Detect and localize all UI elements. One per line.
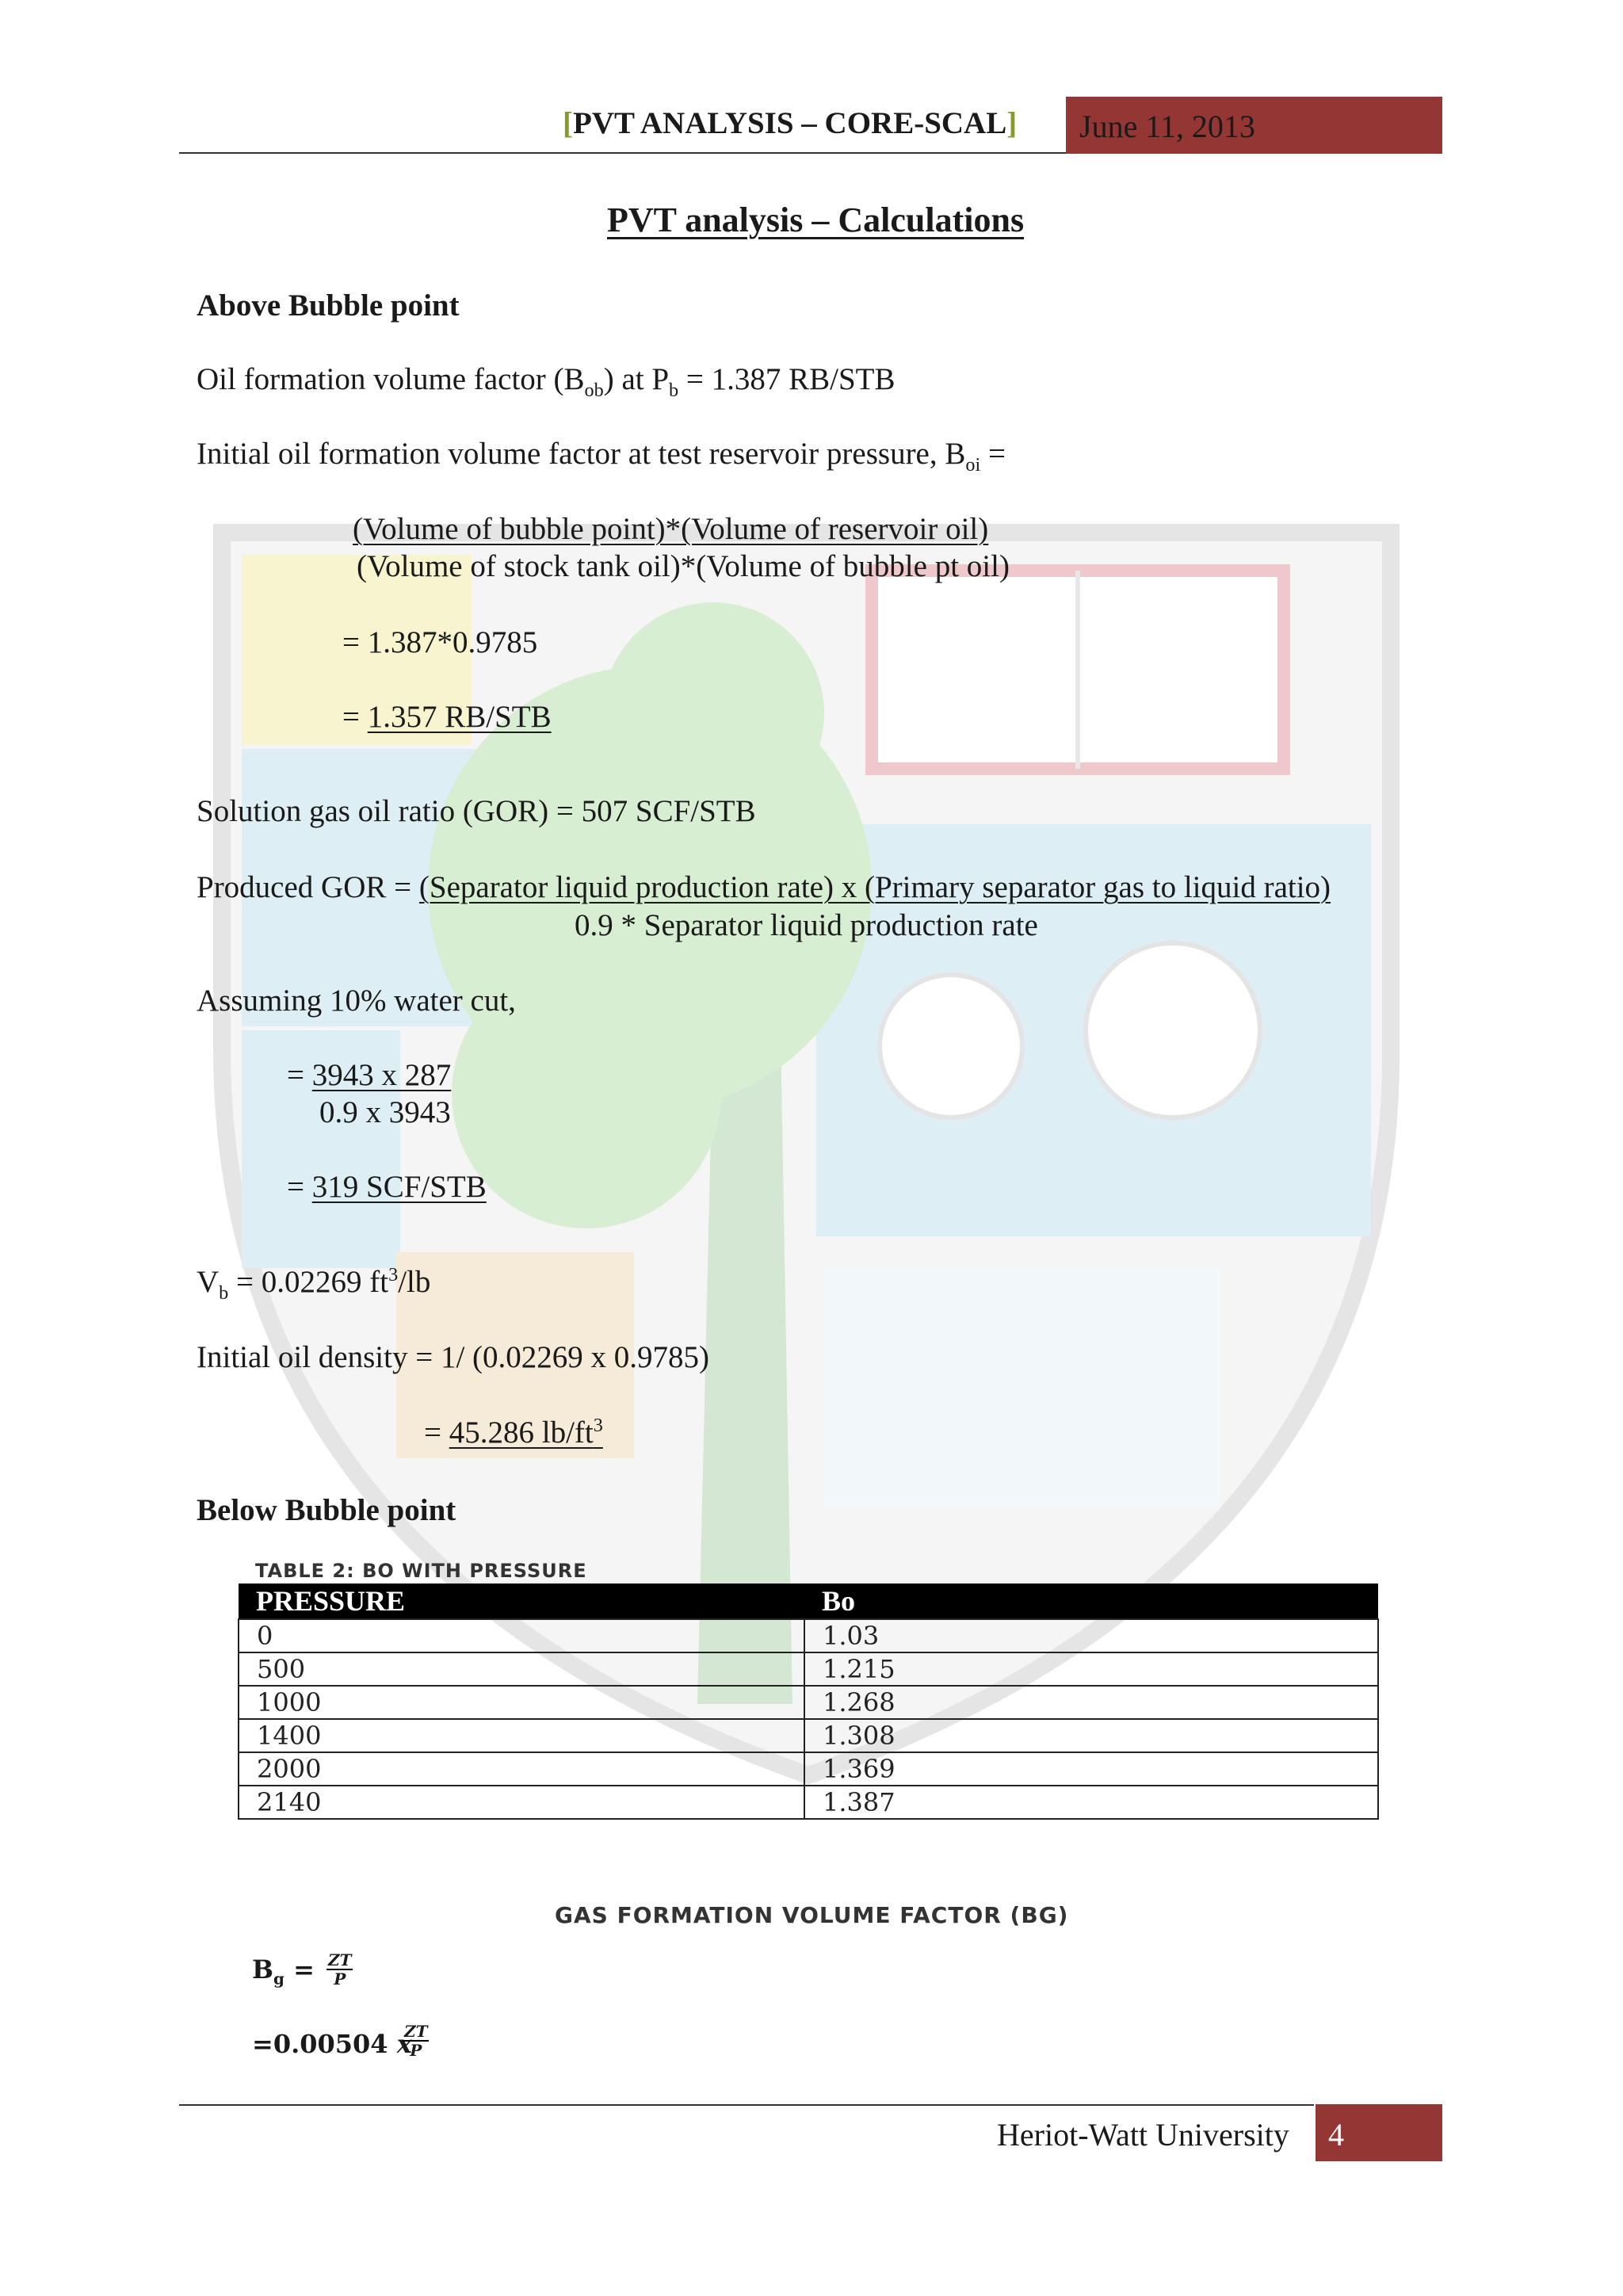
footer-university: Heriot-Watt University (997, 2117, 1289, 2153)
table-row (239, 1752, 1378, 1786)
section-title-above: Above Bubble point (197, 288, 460, 323)
pressure-cell: 2140 (239, 1786, 804, 1819)
section-title-below: Below Bubble point (197, 1493, 456, 1527)
column-header-bo: Bo (804, 1584, 1378, 1619)
gor-result: 319 SCF/STB (311, 1170, 487, 1204)
bg-fraction (327, 1951, 353, 1988)
boi-line: Initial oil formation volume factor at test reservoir pressure, $B_{oi}$ = (197, 437, 1006, 476)
crest-bottom-blue (824, 1268, 1220, 1506)
bo-cell: 1.308 (804, 1719, 1378, 1752)
column-header-pressure: PRESSURE (239, 1584, 804, 1619)
header-date: June 11, 2013 (1079, 109, 1255, 144)
gor-calc-denominator: 0.9 x 3943 (319, 1095, 451, 1129)
page-heading: PVT analysis – Calculations (607, 201, 1025, 239)
pressure-cell: 1400 (239, 1719, 804, 1752)
bo-cell: 1.03 (804, 1619, 1378, 1652)
pressure-cell: 2000 (239, 1752, 804, 1786)
gor-calc-numerator: 3943 x 287 (311, 1058, 452, 1092)
boi-denominator: (Volume of stock tank oil)*(Volume of bubble pt oil) (357, 549, 1010, 583)
density-result: 45.286 $lb/ft^3$ (449, 1415, 603, 1450)
table-header-row (239, 1584, 1378, 1619)
initial-density: Initial oil density = 1/ (0.02269 x 0.9785) (197, 1340, 710, 1374)
produced-gor-denominator: 0.9 * Separator liquid production rate (575, 908, 1038, 942)
bo-cell: 1.215 (804, 1652, 1378, 1686)
boi-numerator: (Volume of bubble point)*(Volume of reservoir oil) (353, 512, 989, 546)
gor-calc-line: = 3943 x 287 (287, 1058, 452, 1092)
gas-fvf-title: GAS FORMATION VOLUME FACTOR (BG) (555, 1902, 1069, 1928)
bg2-fraction (403, 2023, 429, 2059)
table-row (239, 1719, 1378, 1752)
pressure-cell: 1000 (239, 1686, 804, 1719)
assumption: Assuming 10% water cut, (197, 984, 516, 1018)
pressure-cell: 0 (239, 1619, 804, 1652)
page-number: 4 (1328, 2117, 1344, 2153)
table-row (239, 1686, 1378, 1719)
pressure-cell: 500 (239, 1652, 804, 1686)
bg-constant-formula: =0.00504 x (252, 2029, 412, 2059)
boi-result-line: = 1.357 RB/STB (342, 700, 552, 734)
bg2-numerator: ZT (404, 2022, 428, 2041)
bg-formula-label: $B_g$ = (252, 1954, 315, 1988)
crest-flower-icon (880, 975, 1022, 1117)
table-caption: TABLE 2: BO WITH PRESSURE (255, 1560, 587, 1582)
boi-result: 1.357 RB/STB (367, 700, 552, 734)
solution-gor: Solution gas oil ratio (GOR) = 507 SCF/STB (197, 794, 756, 828)
bo-pressure-table (238, 1584, 1379, 1820)
bg2-denominator: P (410, 2041, 422, 2060)
table-row (239, 1619, 1378, 1652)
produced-gor-line: Produced GOR = (Separator liquid production rate) x (Primary separator gas to liquid ratio) (197, 870, 1331, 904)
bob-line: Oil formation volume factor $(B_{ob})$ at $P_b = 1.387$ RB/STB (197, 362, 896, 401)
density-result-line: = 45.286 $lb/ft^3$ (424, 1415, 603, 1450)
table-row (239, 1652, 1378, 1686)
bo-cell: 1.369 (804, 1752, 1378, 1786)
header-rule (179, 152, 1066, 154)
bg-numerator: ZT (328, 1950, 352, 1969)
vb-line: $V_b = 0.02269$ $ft^3/lb$ (197, 1264, 431, 1304)
bg-denominator: P (334, 1969, 346, 1988)
table-row (239, 1786, 1378, 1819)
produced-gor-numerator: (Separator liquid production rate) x (Primary separator gas to liquid ratio) (418, 870, 1331, 904)
bo-cell: 1.268 (804, 1686, 1378, 1719)
boi-calculation: = 1.387*0.9785 (342, 625, 538, 659)
header-title: [PVT ANALYSIS – CORE-SCAL] (563, 106, 1018, 140)
footer-rule (179, 2104, 1314, 2106)
gor-result-line: = 319 SCF/STB (287, 1170, 487, 1204)
bo-cell: 1.387 (804, 1786, 1378, 1819)
